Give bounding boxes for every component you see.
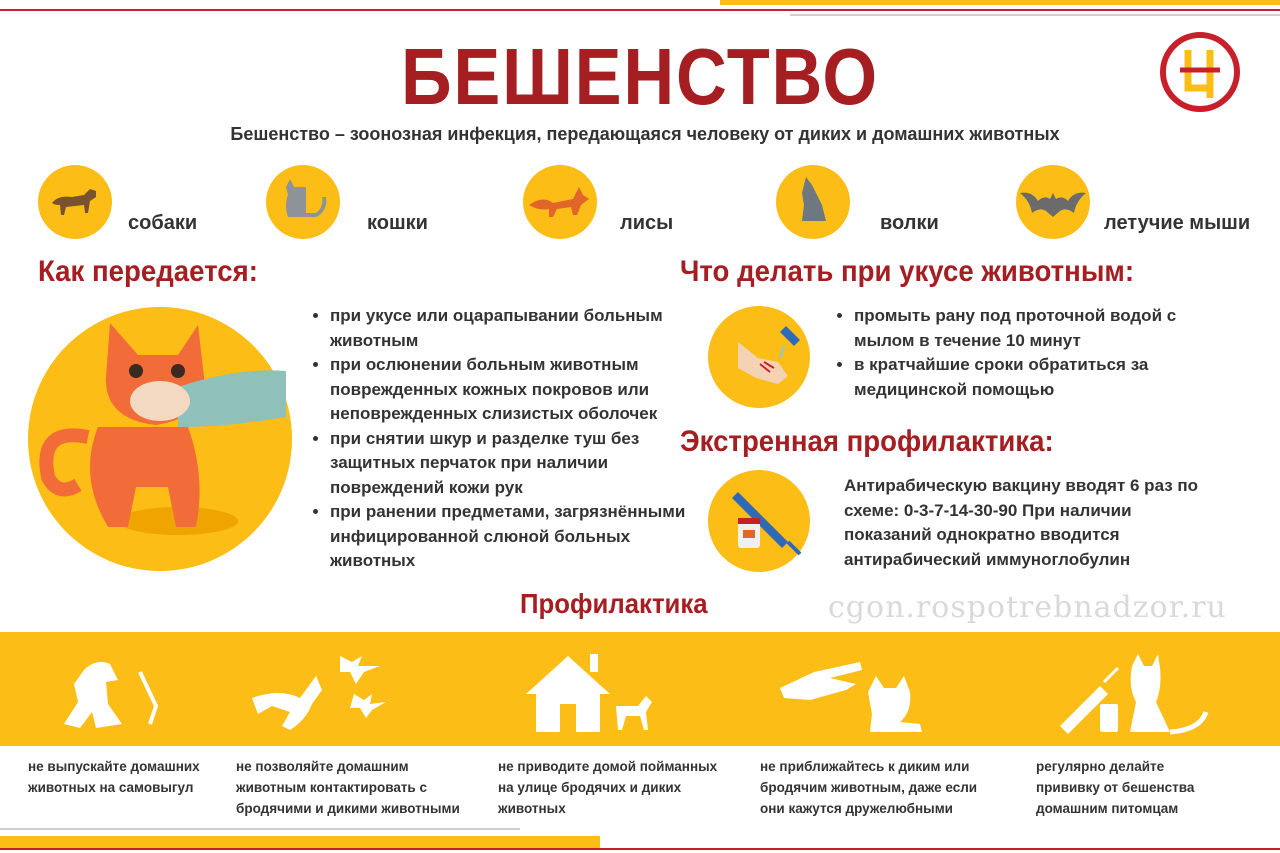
list-item: • при ослюнении больным животным поврежденных кожных покровов или неповрежденных слизистых оболочек xyxy=(330,353,702,427)
bat-icon xyxy=(1016,165,1090,239)
wolf-icon xyxy=(776,165,850,239)
list-item: • промыть рану под проточной водой с мылом в течение 10 минут xyxy=(854,304,1194,353)
syringe-cat-icon xyxy=(1060,654,1206,734)
animal-label: собаки xyxy=(128,212,198,234)
list-item: • при снятии шкур и разделке туш без защитных перчаток при наличии повреждений кожи рук xyxy=(330,427,702,501)
page-title: БЕШЕНСТВО xyxy=(401,32,879,121)
list-item: • в кратчайшие сроки обратиться за медицинской помощью xyxy=(854,353,1194,402)
prevention-tip: не приближайтесь к диким или бродячим животным, даже если они кажутся дружелюбными xyxy=(760,759,978,816)
cat-icon xyxy=(266,165,340,239)
dog-icon xyxy=(38,165,112,239)
bite-heading: Что делать при укусе животным: xyxy=(680,255,1135,288)
emergency-heading: Экстренная профилактика: xyxy=(680,425,1054,458)
prevention-band xyxy=(0,632,1280,746)
prevention-tip: не выпускайте домашних животных на самовыгул xyxy=(28,759,200,795)
bite-list xyxy=(832,304,1194,402)
vaccine-syringe-icon xyxy=(708,470,810,572)
list-item: • при ранении предметами, загрязнёнными инфицированной слюной больных животных xyxy=(330,500,702,574)
animal-label: летучие мыши xyxy=(1104,212,1251,234)
prevention-heading: Профилактика xyxy=(520,588,708,619)
page-subtitle: Бешенство – зоонозная инфекция, передающаяся человеку от диких и домашних животных xyxy=(230,124,1060,144)
transmission-list xyxy=(308,304,702,574)
hand-dog-icon xyxy=(780,662,922,732)
prevention-tip: регулярно делайте прививку от бешенства домашним питомцам xyxy=(1036,759,1195,816)
top-stripe-yellow xyxy=(720,0,1280,5)
list-item: • при укусе или оцарапывании больным животным xyxy=(330,304,702,353)
prevention-tip: не приводите домой пойманных на улице бродячих и диких животных xyxy=(498,759,718,816)
wound-washing-icon xyxy=(708,306,810,408)
cat-bats-icon xyxy=(252,656,386,730)
bottom-stripe-gray xyxy=(0,828,520,830)
prevention-tip: не позволяйте домашним животным контактировать с бродячими и дикими животными xyxy=(236,759,460,816)
house-dog-icon xyxy=(526,654,652,732)
bottom-stripe-red xyxy=(0,848,1280,850)
dog-leash-icon xyxy=(64,662,156,728)
emergency-text: Антирабическую вакцину вводят 6 раз по схеме: 0-3-7-14-30-90 При наличии показаний однократно вводится антирабический иммуноглобулин xyxy=(844,476,1199,569)
top-stripe-gray xyxy=(790,14,1280,16)
top-stripe-red xyxy=(0,9,1280,11)
animal-label: кошки xyxy=(367,212,428,234)
bottom-stripe-yellow xyxy=(0,836,600,848)
cat-biting-hand-illustration xyxy=(28,307,292,571)
animal-label: лисы xyxy=(620,212,674,234)
watermark: cgon.rospotrebnadzor.ru xyxy=(828,590,1227,625)
animal-label: волки xyxy=(880,212,939,234)
transmission-heading: Как передается: xyxy=(38,255,258,288)
fox-icon xyxy=(523,165,597,239)
